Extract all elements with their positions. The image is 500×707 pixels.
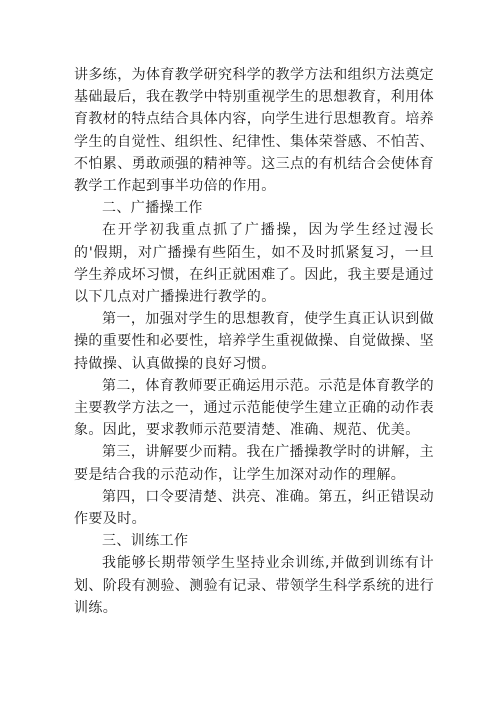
section-heading-training: 三、训练工作 [102,533,189,550]
paragraph-point-three: 第三，讲解要少而精。我在广播操教学时的讲解，主要是结合我的示范动作，让学生加深对动作的理解。 [74,444,434,483]
section-heading-broadcast-exercise: 二、广播操工作 [102,200,203,217]
document-body [74,64,434,619]
paragraph-point-one: 第一，加强对学生的思想教育，使学生真正认识到做操的重要性和必要性，培养学生重视做操、自觉做操、坚持做操、认真做操的良好习惯。 [74,311,434,372]
paragraph-broadcast-intro: 在开学初我重点抓了广播操，因为学生经过漫长的'假期，对广播操有些陌生，如不及时抓紧复习，一旦学生养成坏习惯，在纠正就困难了。因此，我主要是通过以下几点对广播操进行教学的。 [74,222,434,306]
paragraph-point-two: 第二，体育教师要正确运用示范。示范是体育教学的主要教学方法之一，通过示范能使学生建立正确的动作表象。因此，要求教师示范要清楚、准确、规范、优美。 [74,377,434,439]
paragraph-training: 我能够长期带领学生坚持业余训练,并做到训练有计划、阶段有测验、测验有记录、带领学生科学系统的进行训练。 [74,555,434,616]
paragraph-point-four-five: 第四，口令要清楚、洪亮、准确。第五，纠正错误动作要及时。 [74,488,434,528]
paragraph-intro: 讲多练，为体育教学研究科学的教学方法和组织方法奠定基础最后，我在教学中特别重视学生的思想教育，利用体育教材的特点结合具体内容，向学生进行思想教育。培养学生的自觉性、组织性、纪律性、集体荣誉感、不怕苦、不怕累、勇敢顽强的精神等。这三点的有机结合会使体育教学工作起到事半功倍的作用。 [74,67,434,195]
